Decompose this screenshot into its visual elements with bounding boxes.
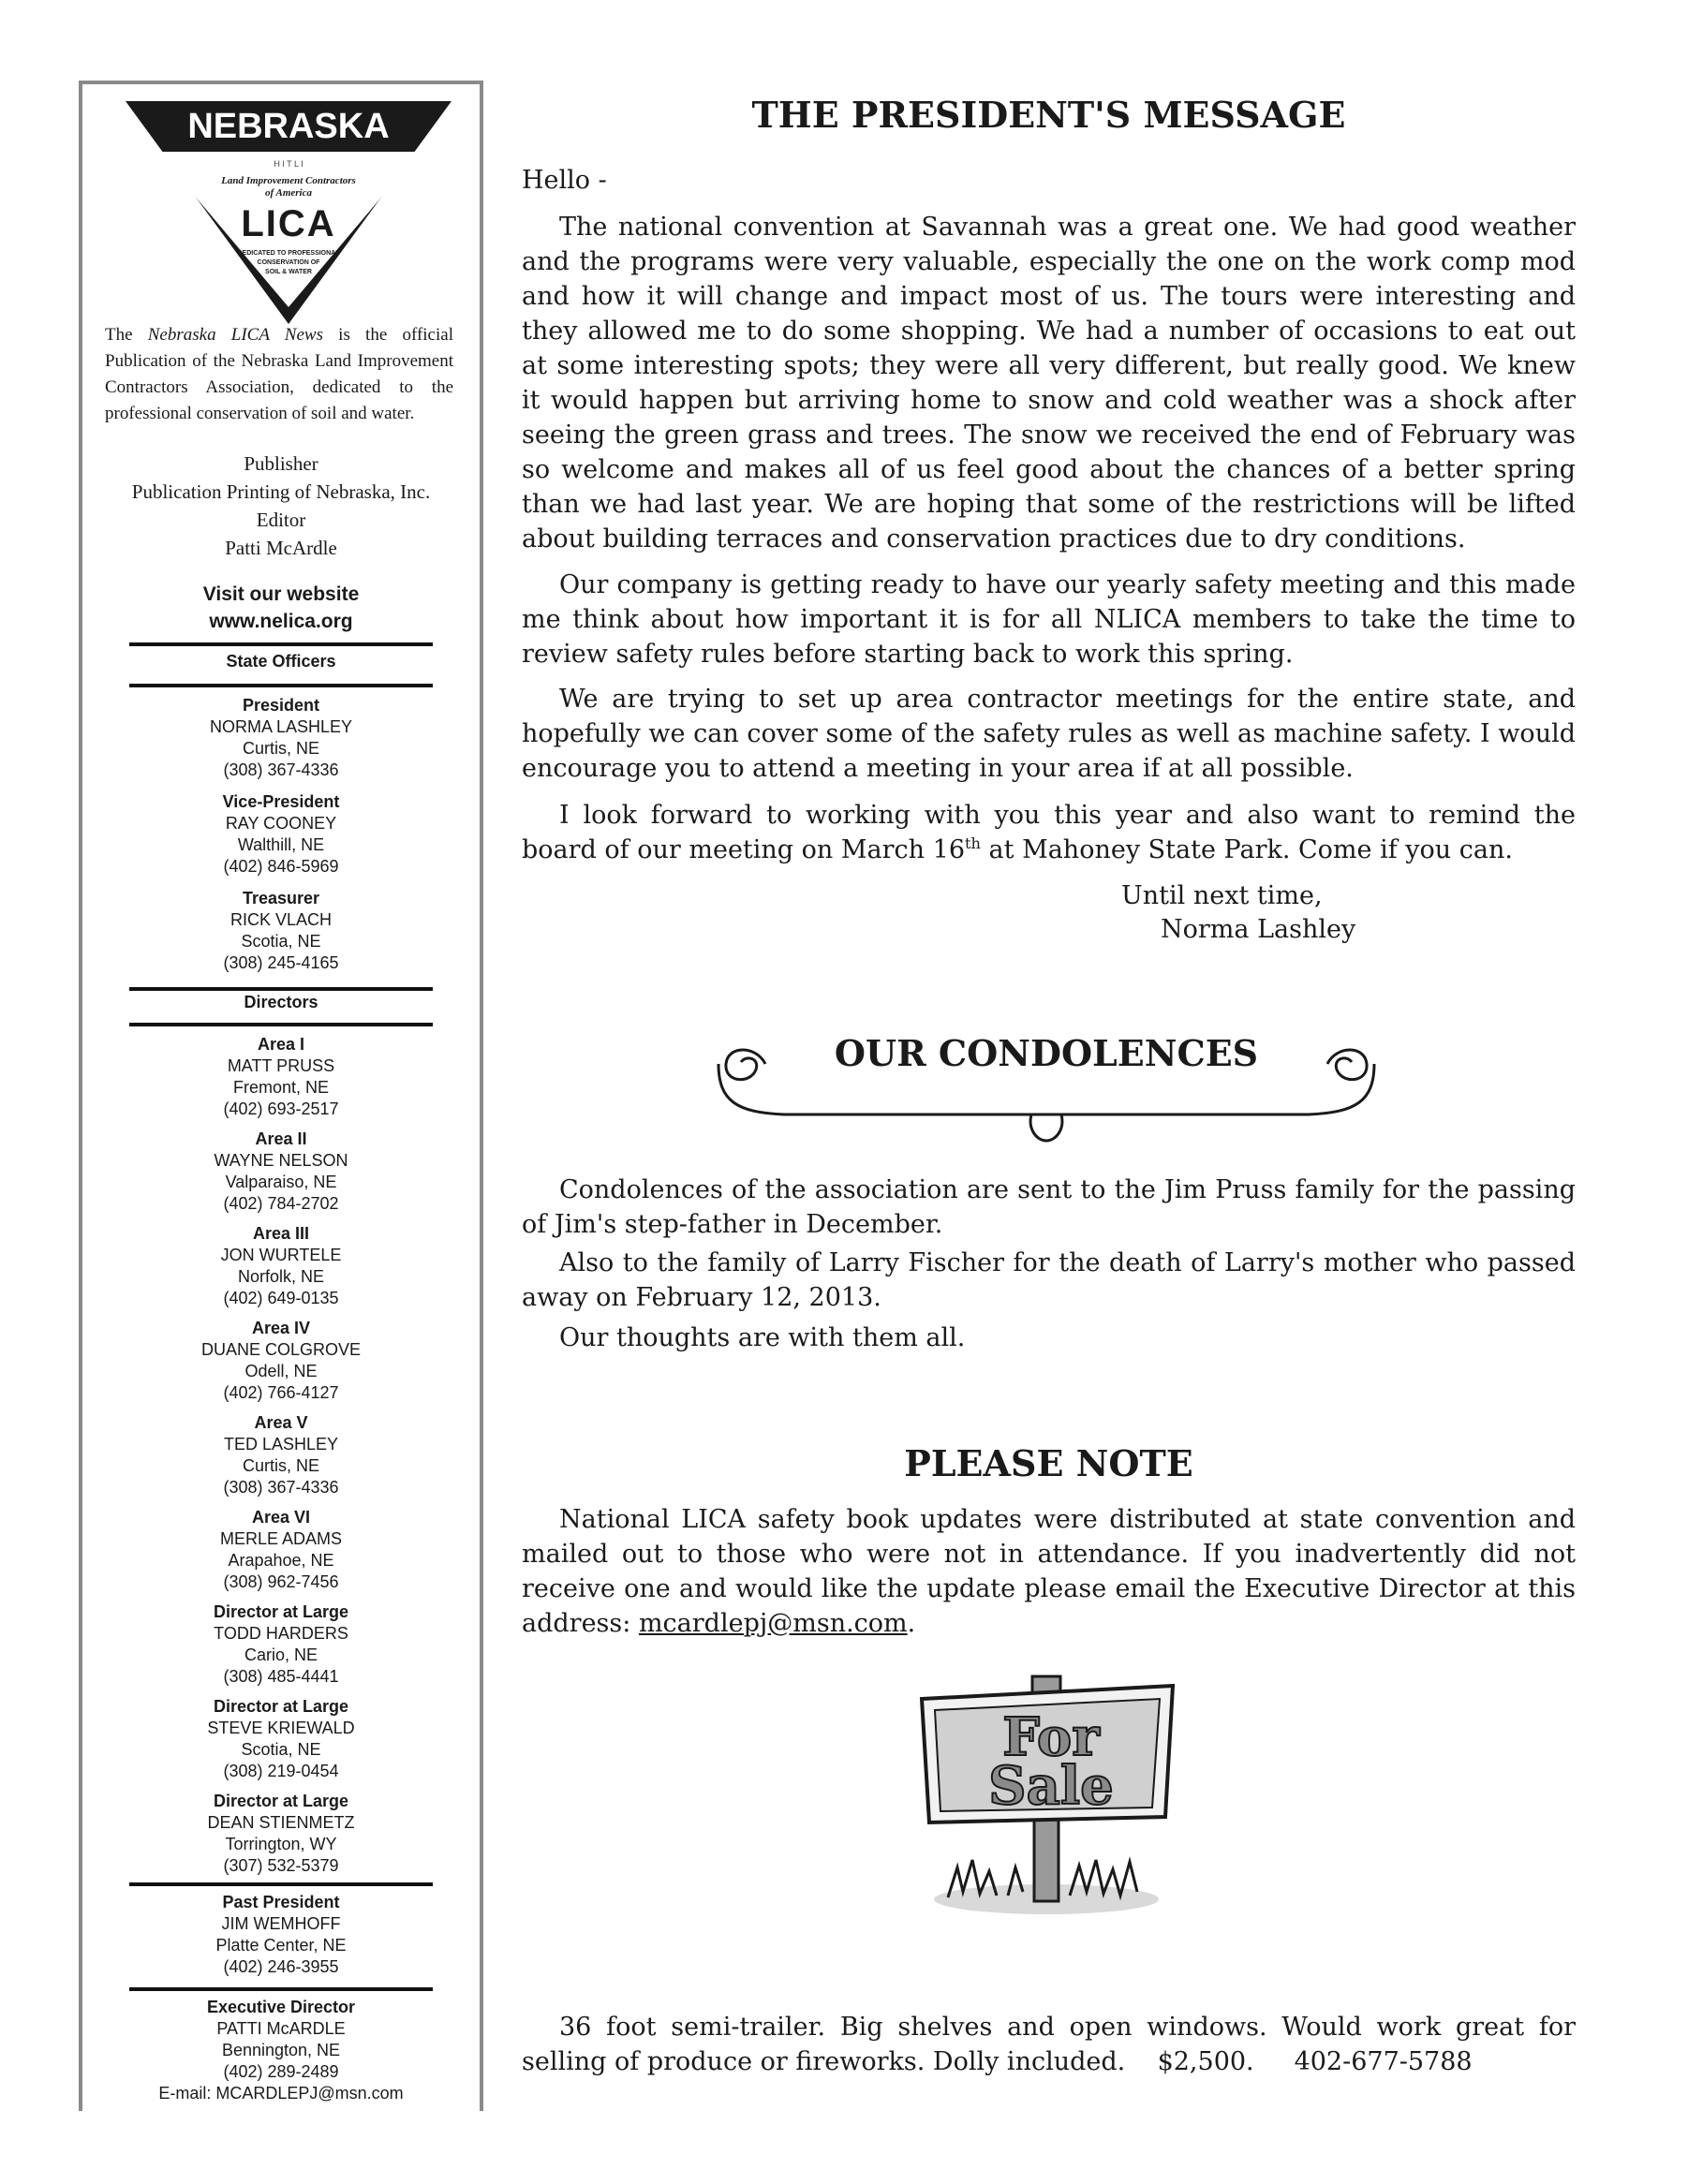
p4-part-b: at Mahoney State Park. Come if you can. [980, 835, 1513, 864]
officer-name: DEAN STIENMETZ [207, 1813, 355, 1832]
about-prefix: The [105, 325, 148, 345]
note-end: . [907, 1609, 916, 1638]
sign-text-line1: For [1002, 1706, 1100, 1768]
website-block [82, 581, 480, 635]
logo-motto2: CONSERVATION OF [257, 259, 320, 266]
logo-org-line1: Land Improvement Contractors [221, 175, 356, 186]
officer-title: Area VI [251, 1508, 311, 1527]
officer-name: RICK VLACH [230, 910, 333, 929]
divider [129, 1023, 433, 1026]
officer-city: Walthill, NE [237, 835, 325, 854]
divider [129, 684, 433, 687]
website-label: Visit our website [202, 583, 360, 605]
officer-entry [82, 1318, 480, 1404]
directors-heading: Directors [244, 993, 318, 1011]
condolences-paragraph-1: Condolences of the association are sent to the Jim Pruss family for the passing of Jim's step-father in December. [522, 1175, 1576, 1239]
officer-phone: (307) 532-5379 [223, 1856, 339, 1875]
officer-entry [82, 1507, 480, 1593]
publication-name: Nebraska LICA News [147, 325, 323, 345]
officer-name: RAY COONEY [225, 814, 337, 833]
officer-phone: (308) 962-7456 [223, 1572, 339, 1591]
for-sale-ad [522, 2010, 1576, 2079]
officer-city: Curtis, NE [242, 1456, 319, 1475]
condolences-paragraph-3: Our thoughts are with them all. [559, 1323, 966, 1352]
officer-phone: (308) 485-4441 [223, 1667, 339, 1686]
for-sale-sign-image [911, 1667, 1192, 1920]
p4-sup: th [965, 834, 981, 852]
logo-motto3: SOIL & WATER [265, 269, 312, 275]
officer-entry [82, 695, 480, 781]
officer-title: Area II [255, 1129, 307, 1148]
officer-phone: (402) 649-0135 [223, 1289, 339, 1307]
nebraska-lica-logo [120, 96, 457, 330]
officer-phone: (402) 289-2489 [223, 2062, 339, 2081]
signature: Norma Lashley [1161, 915, 1356, 944]
officer-entry [82, 791, 480, 878]
officer-email[interactable]: E-mail: MCARDLEPJ@msn.com [158, 2084, 404, 2103]
condolences-heading: OUR CONDOLENCES [834, 1032, 1259, 1074]
president-paragraph-4 [522, 798, 1576, 867]
officer-entry [82, 1129, 480, 1215]
officer-name: TODD HARDERS [214, 1624, 348, 1643]
officer-entry [82, 1601, 480, 1688]
please-note-heading: PLEASE NOTE [904, 1442, 1193, 1484]
officer-title: Director at Large [213, 1602, 349, 1621]
officer-entry [82, 1696, 480, 1782]
officer-phone: (402) 693-2517 [223, 1099, 339, 1118]
officer-entry [82, 1791, 480, 1877]
officer-entry [82, 888, 480, 974]
officer-phone: (308) 245-4165 [223, 953, 339, 972]
website-link[interactable]: www.nelica.org [209, 611, 353, 632]
officer-title: Area I [257, 1035, 305, 1054]
logo-motto1: DEDICATED TO PROFESSIONAL [237, 250, 340, 257]
presidents-message-heading: THE PRESIDENT'S MESSAGE [751, 94, 1346, 136]
president-paragraph-1: The national convention at Savannah was a great one. We had good weather and the programs were very valuable, especially the one on the work comp mod and how it will change and impact most of us. The tours were interesting and they allowed me to do some shopping. We had a number of occasions to eat out at some interesting spots; they were all very different, but really good. We knew it would happen but arriving home to snow and cold weather was a shock after seeing the green grass and trees. The snow we received the end of February was so welcome and makes all of us feel good about the chances of a better spring than we had last year. We are hoping that some of the restrictions will be lifted about building terraces and conservation practices due to dry conditions. [522, 213, 1576, 553]
officer-city: Scotia, NE [241, 932, 321, 951]
logo-acronym: LICA [241, 203, 336, 244]
officer-city: Scotia, NE [241, 1740, 321, 1759]
publisher-label: Publisher [244, 452, 318, 475]
about-publication [105, 322, 453, 427]
sidebar [79, 81, 483, 2111]
greeting: Hello - [522, 166, 607, 195]
sign-text-line2: Sale [988, 1755, 1114, 1817]
officer-title: Past President [222, 1893, 340, 1911]
president-paragraph-3: We are trying to set up area contractor meetings for the entire state, and hopefully we can cover some of the safety rules as well as machine safety. I would encourage you to attend a meeting in your area if at all possible. [522, 685, 1576, 783]
about-rest: is the official Publication of the Nebraska Land Improvement Contractors Association, dedicated to the professional conservation of soil and water. [105, 325, 453, 423]
officer-name: DUANE COLGROVE [200, 1340, 362, 1359]
officer-name: NORMA LASHLEY [209, 717, 353, 736]
officer-city: Odell, NE [244, 1362, 318, 1380]
officer-name: MERLE ADAMS [219, 1529, 343, 1548]
officer-name: TED LASHLEY [223, 1435, 339, 1454]
please-note-text [522, 1502, 1576, 1641]
officer-title: Area IV [251, 1319, 311, 1337]
president-paragraph-2: Our company is getting ready to have our yearly safety meeting and this made me think about how important it is for all NLICA members to take the time to review safety rules before starting back to work this spring. [522, 570, 1576, 669]
executive-director [82, 1997, 480, 2104]
officer-title: Vice-President [222, 792, 340, 811]
officer-title: Area V [254, 1413, 308, 1432]
officer-title: Treasurer [242, 889, 320, 908]
officer-phone: (402) 766-4127 [223, 1383, 339, 1402]
logo-org-line2: of America [265, 187, 312, 199]
officer-title: Area III [252, 1224, 310, 1243]
officer-entry [82, 1223, 480, 1309]
condolences-banner [709, 1008, 1384, 1148]
officer-phone: (402) 846-5969 [223, 857, 339, 876]
p4-part-a: I look forward to working with you this year and also want to remind the board of our meeting on March 16 [522, 801, 1576, 864]
officer-name: MATT PRUSS [227, 1056, 335, 1075]
officer-entry [82, 1412, 480, 1498]
officer-phone: (308) 367-4336 [223, 760, 339, 779]
officer-city: Arapahoe, NE [228, 1551, 334, 1570]
officer-name: PATTI McARDLE [216, 2019, 346, 2038]
officer-city: Bennington, NE [221, 2041, 341, 2059]
condolences-paragraph-2: Also to the family of Larry Fischer for the death of Larry's mother who passed away on February 12, 2013. [522, 1248, 1576, 1312]
officer-title: Executive Director [206, 1998, 356, 2016]
officer-name: WAYNE NELSON [214, 1151, 348, 1170]
divider [129, 642, 433, 646]
closing-line: Until next time, [1121, 881, 1323, 910]
officer-title: Director at Large [213, 1792, 349, 1810]
officer-phone: (402) 784-2702 [223, 1194, 339, 1213]
officer-city: Torrington, WY [225, 1835, 337, 1853]
editor-label: Editor [256, 509, 306, 531]
ad-phone: 402-677-5788 [1294, 2047, 1473, 2076]
officer-city: Curtis, NE [242, 739, 319, 758]
logo-small-line: H I T L I [274, 159, 304, 169]
divider [129, 987, 433, 991]
officer-city: Norfolk, NE [237, 1267, 325, 1286]
officer-city: Fremont, NE [232, 1078, 330, 1097]
officer-name: JON WURTELE [220, 1246, 342, 1264]
officer-entry [82, 1034, 480, 1120]
past-president [82, 1892, 480, 1978]
officer-name: JIM WEMHOFF [221, 1914, 341, 1933]
officer-city: Valparaiso, NE [225, 1173, 337, 1191]
ad-price: $2,500. [1157, 2047, 1254, 2076]
publisher-block [82, 450, 480, 562]
officer-phone: (308) 367-4336 [223, 1478, 339, 1497]
email-link[interactable]: mcardlepj@msn.com [638, 1609, 908, 1638]
officer-city: Platte Center, NE [215, 1936, 347, 1955]
editor-name: Patti McArdle [225, 537, 337, 559]
officer-name: STEVE KRIEWALD [207, 1719, 355, 1737]
officer-city: Cario, NE [244, 1645, 318, 1664]
divider [129, 1882, 433, 1886]
logo-top-text: NEBRASKA [187, 107, 390, 146]
ad-text: 36 foot semi-trailer. Big shelves and open windows. Would work great for selling of produce or fireworks. Dolly included. [522, 2013, 1576, 2076]
officer-title: Director at Large [213, 1697, 349, 1716]
note-text: National LICA safety book updates were distributed at state convention and mailed out to those who were not in attendance. If you inadvertently did not receive one and would like the update please email the Executive Director at this address: [522, 1505, 1576, 1638]
officer-phone: (308) 219-0454 [223, 1762, 339, 1780]
officer-title: President [242, 696, 320, 715]
divider [129, 1987, 433, 1991]
state-officers-heading: State Officers [226, 652, 336, 671]
publisher-name: Publication Printing of Nebraska, Inc. [131, 480, 431, 503]
officer-phone: (402) 246-3955 [223, 1957, 339, 1976]
